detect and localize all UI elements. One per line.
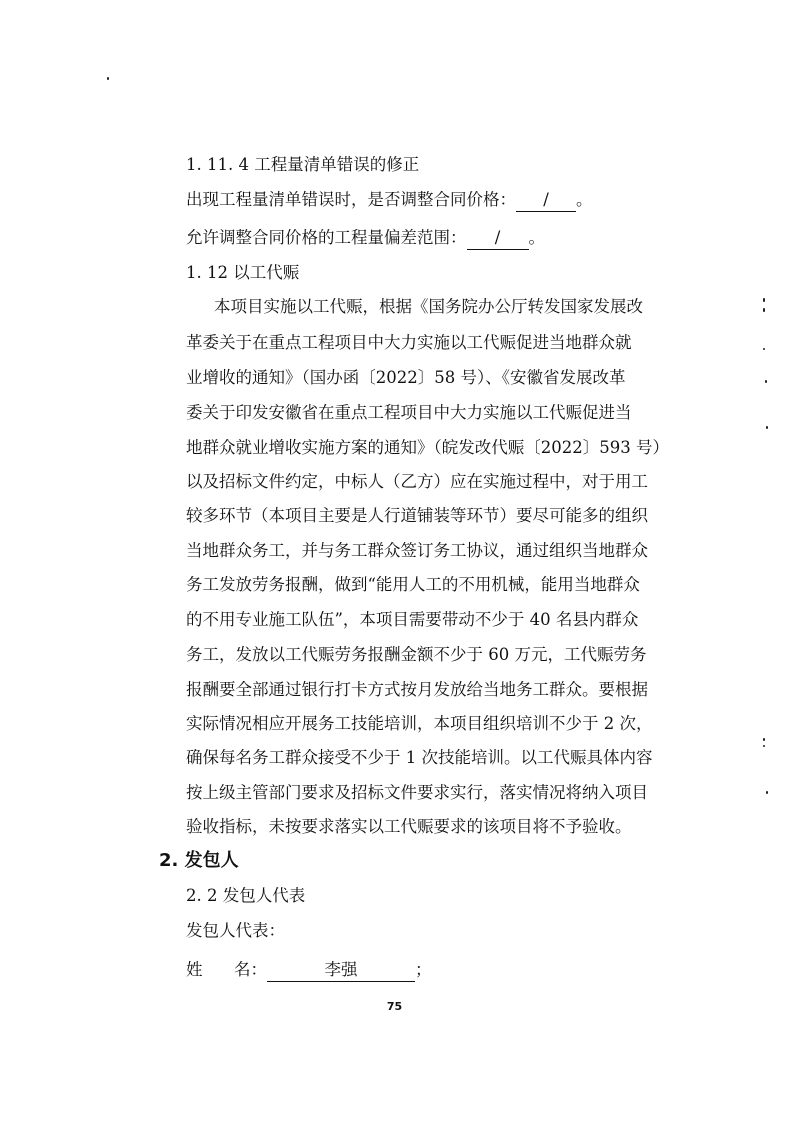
scan-speck <box>763 348 765 350</box>
deviation-range-label: 允许调整合同价格的工程量偏差范围： <box>186 228 467 247</box>
deviation-range-value: / <box>467 227 529 250</box>
paragraph-line: 革委关于在重点工程项目中大力实施以工代赈促进当地群众就 <box>186 333 632 352</box>
price-adjust-label: 出现工程量清单错误时，是否调整合同价格： <box>186 190 516 209</box>
paragraph-line: 确保每名务工群众接受不少于 1 次技能培训。以工代赈具体内容 <box>186 748 653 767</box>
employer-rep-label: 发包人代表： <box>186 921 285 940</box>
paragraph-line: 务工，发放以工代赈劳务报酬金额不少于 60 万元，工代赈劳务 <box>186 645 647 664</box>
section-1-12-heading: 1. 12 以工代赈 <box>186 263 300 282</box>
price-adjust-end: 。 <box>576 190 593 209</box>
scan-speck <box>763 308 765 312</box>
paragraph-line: 委关于印发安徽省在重点工程项目中大力实施以工代赈促进当 <box>186 403 632 422</box>
paragraph-line: 的不用专业施工队伍”，本项目需要带动不少于 40 名县内群众 <box>186 610 639 629</box>
section-2-2-heading: 2. 2 发包人代表 <box>186 886 306 905</box>
employer-rep-name-row <box>186 959 431 982</box>
scan-speck <box>766 426 768 429</box>
paragraph-line: 地群众就业增收实施方案的通知》（皖发改代赈〔2022〕593 号） <box>186 438 669 457</box>
name-value: 李强 <box>267 959 415 982</box>
name-end: ； <box>414 960 432 979</box>
paragraph-line: 业增收的通知》（国办函〔2022〕58 号）、《安徽省发展改革 <box>186 368 626 387</box>
price-adjust-value: / <box>516 189 576 212</box>
name-label: 姓 名： <box>186 960 267 979</box>
paragraph-line: 以及招标文件约定，中标人（乙方）应在实施过程中，对于用工 <box>186 472 648 491</box>
paragraph-line: 本项目实施以工代赈，根据《国务院办公厅转发国家发展改 <box>214 297 643 316</box>
scan-speck <box>765 380 767 383</box>
deviation-range-question <box>186 227 545 250</box>
scan-speck <box>763 738 765 741</box>
page-number: 75 <box>386 1000 403 1013</box>
paragraph-line: 实际情况相应开展务工技能培训，本项目组织培训不少于 2 次， <box>186 714 653 733</box>
scan-speck <box>763 745 765 747</box>
section-1-11-4-heading: 1. 11. 4 工程量清单错误的修正 <box>186 155 420 174</box>
paragraph-line: 验收指标，未按要求落实以工代赈要求的该项目将不予验收。 <box>186 817 632 836</box>
paragraph-line: 按上级主管部门要求及招标文件要求实行，落实情况将纳入项目 <box>186 783 648 802</box>
scan-speck <box>763 298 765 302</box>
scan-speck <box>107 77 109 80</box>
scan-speck <box>766 791 768 794</box>
section-2-heading: 2. 发包人 <box>159 850 239 871</box>
paragraph-line: 务工发放劳务报酬，做到“能用人工的不用机械，能用当地群众 <box>186 575 640 594</box>
paragraph-line: 报酬要全部通过银行打卡方式按月发放给当地务工群众。要根据 <box>186 680 648 699</box>
paragraph-line: 当地群众务工，并与务工群众签订务工协议，通过组织当地群众 <box>186 541 648 560</box>
price-adjust-question <box>186 189 593 212</box>
deviation-range-end: 。 <box>528 228 545 247</box>
paragraph-line: 较多环节（本项目主要是人行道铺装等环节）要尽可能多的组织 <box>186 506 648 525</box>
